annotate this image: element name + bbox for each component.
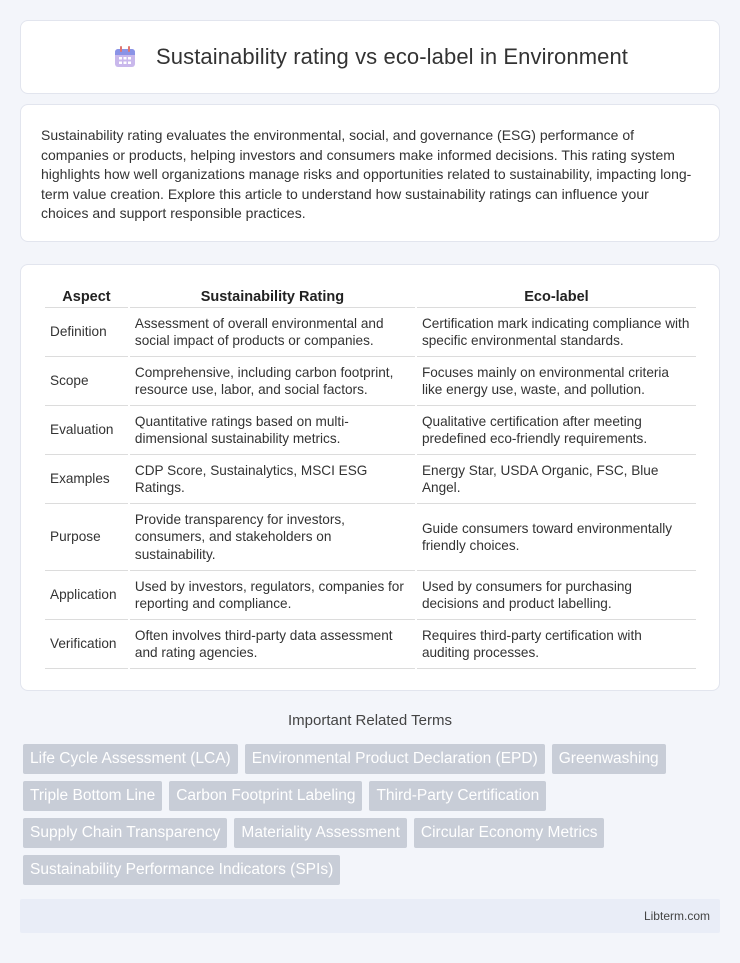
row-aspect: Verification <box>45 620 128 669</box>
header-eco-label: Eco-label <box>417 287 696 308</box>
table-row <box>45 406 696 455</box>
related-term-tag[interactable]: Triple Bottom Line <box>23 781 162 811</box>
row-rating: Provide transparency for investors, consumers, and stakeholders on sustainability. <box>130 504 415 571</box>
comparison-table-card <box>20 264 720 691</box>
row-aspect: Purpose <box>45 504 128 571</box>
related-term-tag[interactable]: Materiality Assessment <box>234 818 407 848</box>
row-eco: Used by consumers for purchasing decisions and product labelling. <box>417 571 696 620</box>
related-term-tag[interactable]: Greenwashing <box>552 744 666 774</box>
row-aspect: Application <box>45 571 128 620</box>
header-sustainability-rating: Sustainability Rating <box>130 287 415 308</box>
row-rating: Often involves third-party data assessment and rating agencies. <box>130 620 415 669</box>
calendar-icon <box>112 44 138 70</box>
related-term-tag[interactable]: Sustainability Performance Indicators (SPIs) <box>23 855 340 885</box>
row-rating: Used by investors, regulators, companies for reporting and compliance. <box>130 571 415 620</box>
related-terms-list <box>23 744 703 885</box>
footer-site-link[interactable]: Libterm.com <box>643 909 710 923</box>
related-terms-title: Important Related Terms <box>288 712 452 729</box>
intro-card <box>20 104 720 242</box>
row-eco: Focuses mainly on environmental criteria like energy use, waste, and pollution. <box>417 357 696 406</box>
row-eco: Certification mark indicating compliance with specific environmental standards. <box>417 308 696 357</box>
row-rating: Quantitative ratings based on multi-dimensional sustainability metrics. <box>130 406 415 455</box>
table-row <box>45 308 696 357</box>
intro-text: Sustainability rating evaluates the environmental, social, and governance (ESG) performance of companies or products, helping investors and consumers make informed decisions. This rating system highlights how well organizations manage risks and opportunities related to sustainability, impacting long-term value creation. Explore this article to understand how sustainability ratings can influence your choices and support responsible practices. <box>41 127 692 222</box>
row-aspect: Scope <box>45 357 128 406</box>
header-aspect: Aspect <box>45 287 128 308</box>
related-term-tag[interactable]: Circular Economy Metrics <box>414 818 605 848</box>
row-rating: CDP Score, Sustainalytics, MSCI ESG Ratings. <box>130 455 415 504</box>
related-term-tag[interactable]: Environmental Product Declaration (EPD) <box>245 744 545 774</box>
row-aspect: Evaluation <box>45 406 128 455</box>
table-row <box>45 571 696 620</box>
row-eco: Requires third-party certification with auditing processes. <box>417 620 696 669</box>
table-row <box>45 504 696 571</box>
table-header-row <box>45 287 696 308</box>
related-term-tag[interactable]: Third-Party Certification <box>369 781 546 811</box>
title-card <box>20 20 720 94</box>
table-row <box>45 455 696 504</box>
table-row <box>45 620 696 669</box>
row-rating: Assessment of overall environmental and social impact of products or companies. <box>130 308 415 357</box>
comparison-table <box>43 287 698 669</box>
row-rating: Comprehensive, including carbon footprint, resource use, labor, and social factors. <box>130 357 415 406</box>
page-title: Sustainability rating vs eco-label in Environment <box>155 44 629 69</box>
related-term-tag[interactable]: Life Cycle Assessment (LCA) <box>23 744 238 774</box>
row-aspect: Definition <box>45 308 128 357</box>
footer <box>20 899 720 933</box>
row-eco: Qualitative certification after meeting predefined eco-friendly requirements. <box>417 406 696 455</box>
row-eco: Guide consumers toward environmentally friendly choices. <box>417 504 696 571</box>
table-row <box>45 357 696 406</box>
row-eco: Energy Star, USDA Organic, FSC, Blue Angel. <box>417 455 696 504</box>
row-aspect: Examples <box>45 455 128 504</box>
related-term-tag[interactable]: Carbon Footprint Labeling <box>169 781 362 811</box>
related-term-tag[interactable]: Supply Chain Transparency <box>23 818 227 848</box>
